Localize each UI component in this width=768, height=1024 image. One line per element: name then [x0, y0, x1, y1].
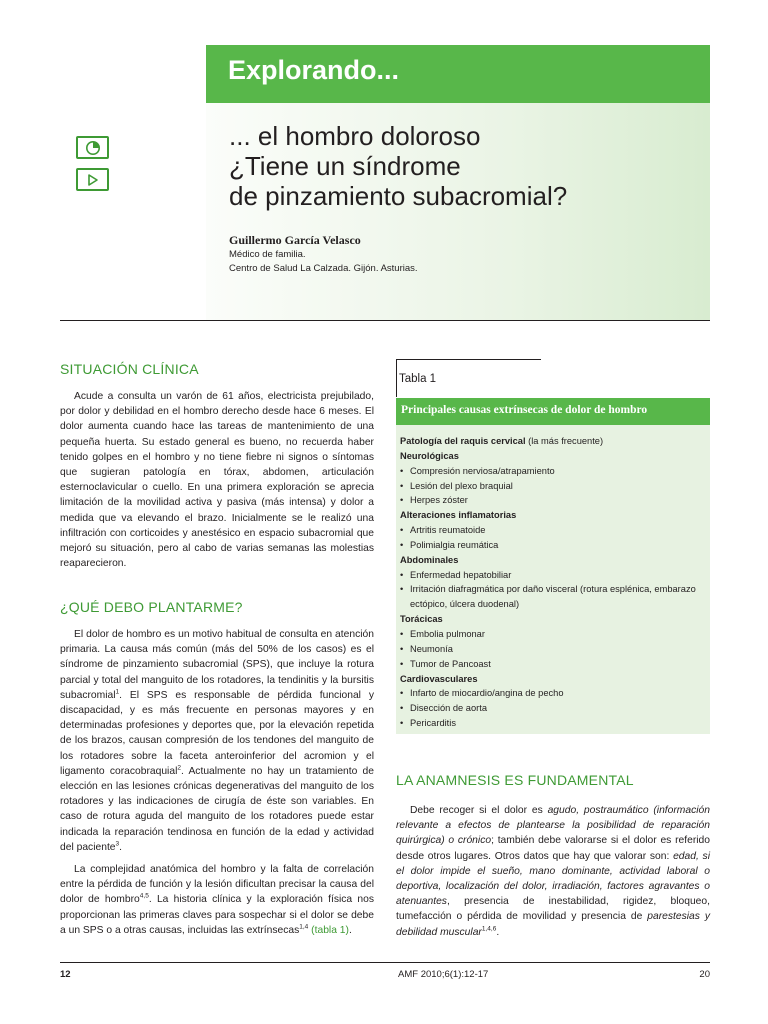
- table-reference-link[interactable]: (tabla 1): [311, 924, 349, 936]
- item-text: Infarto de miocardio/angina de pecho: [410, 688, 564, 699]
- citation-sup: 1,4,6: [481, 925, 497, 933]
- paragraph-anamnesis: [396, 803, 710, 940]
- table-item: [400, 627, 706, 642]
- item-text: Lesión del plexo braquial: [410, 480, 513, 491]
- section-heading-que-debo: ¿QUÉ DEBO PLANTARME?: [60, 599, 243, 615]
- table-item: [400, 582, 706, 612]
- paragraph-text: , presencia de inestabilidad, rigidez, bloqueo, tumefacción o pérdida de movilidad y presencia de: [396, 896, 710, 923]
- table-category: [400, 553, 706, 568]
- item-text: Irritación diafragmática por daño visceral (rotura esplénica, embarazo ectópico, úlcera duodenal): [410, 584, 696, 610]
- paragraph-text: Acude a consulta un varón de 61 años, electricista prejubilado, por dolor y debilidad en el hombro derecho desde hace 6 meses. El dolor aumenta cuando hace las tareas de mantenimiento de una pequeña huerta. Su estado general es bueno, no recuerda haber tenido golpes en el hombro y no tiene fiebre ni signos o síntomas que sugieran patología en tórax, abdomen, articulación esternoclavicular o cuello. En una primera exploración se aprecia limitación de la movilidad activa y pasiva (más intensa) y dolor a medida que va elevando el brazo. Inicialmente se le realizó una infiltración con corticoides y anestésico en espacio subacromial que mejoró su situación, pero al cabo de varias semanas las molestias reaparecieron.: [60, 391, 374, 570]
- paragraph-text: . Actualmente no hay un tratamiento de elección en las lesiones crónicas degenerativas del manguito de los rotadores y las indicaciones de cirugía de éste son variables. En caso de rotura aguda del manguito de los rotadores puede estar indicada la reparación tendinosa en función de la edad y actividad del paciente: [60, 765, 374, 853]
- table-item: [400, 657, 706, 672]
- category-label: Torácicas: [400, 614, 443, 625]
- paragraph-situacion: [60, 389, 374, 571]
- item-text: Enfermedad hepatobiliar: [410, 569, 512, 580]
- table-category: [400, 612, 706, 627]
- citation-sup: 2: [177, 764, 181, 772]
- section-heading-anamnesis: LA ANAMNESIS ES FUNDAMENTAL: [396, 772, 634, 788]
- category-note: (la más frecuente): [525, 436, 604, 446]
- table-item: [400, 716, 706, 731]
- section-banner: [206, 45, 710, 103]
- item-text: Embolia pulmonar: [410, 628, 485, 639]
- table-category: [400, 672, 706, 687]
- item-text: Herpes zóster: [410, 495, 468, 506]
- table-side-rule: [396, 359, 397, 397]
- banner-title: Explorando...: [228, 55, 400, 85]
- table-item: [400, 523, 706, 538]
- table-item: [400, 642, 706, 657]
- table-item: [400, 701, 706, 716]
- paragraph-text: .: [496, 926, 500, 938]
- table-item: [400, 464, 706, 479]
- title-line: de pinzamiento subacromial?: [229, 181, 568, 211]
- table-title: Principales causas extrínsecas de dolor de hombro: [396, 398, 710, 425]
- footer-divider: [60, 962, 710, 963]
- item-text: Polimialgia reumática: [410, 539, 499, 550]
- paragraph-text: . El SPS es responsable de pérdida funcional y discapacidad, y es más frecuente en personas mayores y en determinadas profesiones y deportes que, por la elevación repetida de los brazos, causan compresión de los tendones del manguito de los rotadores sobre la faceta anteroinferior del acromion y el ligamento coracobraquial: [60, 689, 374, 777]
- paragraph-text: ; también debe valorarse si el dolor es referido desde otros lugares. Otros datos que hay que valorar son:: [396, 835, 710, 862]
- item-text: Neumonía: [410, 643, 453, 654]
- item-text: Tumor de Pancoast: [410, 658, 491, 669]
- category-label: Abdominales: [400, 554, 459, 565]
- affiliation-line: Médico de familia.: [229, 249, 306, 260]
- bullet-icon: •: [400, 569, 404, 580]
- section-heading-situacion: SITUACIÓN CLÍNICA: [60, 361, 199, 377]
- item-text: Disección de aorta: [410, 703, 487, 714]
- article-title: [229, 121, 699, 211]
- bullet-icon: •: [400, 643, 404, 654]
- bullet-icon: •: [400, 718, 404, 729]
- table-item: [400, 479, 706, 494]
- table-item: [400, 686, 706, 701]
- table-category: [400, 449, 706, 464]
- table-body: [396, 425, 710, 734]
- paragraph-text: La complejidad anatómica del hombro y la falta de correlación entre la pérdida de función y la lesión dificultan precisar la causa del dolor de hombro: [60, 864, 374, 906]
- citation-sup: 1: [115, 688, 120, 696]
- category-label: Cardiovasculares: [400, 673, 478, 684]
- table-top-rule: [396, 359, 541, 360]
- header-divider: [60, 320, 710, 321]
- category-label: Alteraciones inflamatorias: [400, 510, 517, 521]
- bullet-icon: •: [400, 525, 404, 536]
- bullet-icon: •: [400, 480, 404, 491]
- paragraph-text: . La historia clínica y la exploración física nos proporcionan las primeras claves para sospechar si el dolor se debe a un SPS o a otras causas, incluidas las extrínsecas: [60, 894, 375, 936]
- category-label: Neurológicas: [400, 450, 459, 461]
- category-label: Patología del raquis cervical: [400, 436, 526, 446]
- citation-sup: 3: [115, 840, 120, 848]
- journal-citation: AMF 2010;6(1):12-17: [398, 969, 489, 980]
- page-number-right: 20: [699, 969, 710, 980]
- citation-sup: 1,4: [299, 923, 309, 931]
- bullet-icon: •: [400, 688, 404, 699]
- table-item: [400, 493, 706, 508]
- citation-sup: 4,5: [139, 892, 149, 900]
- table-category: [400, 434, 706, 449]
- author-name: Guillermo García Velasco: [229, 233, 361, 247]
- table-item: [400, 538, 706, 553]
- paragraph-text: .: [119, 841, 123, 853]
- paragraph-que-debo-2: [60, 862, 374, 938]
- table-item: [400, 568, 706, 583]
- bullet-icon: •: [400, 628, 404, 639]
- bullet-icon: •: [400, 703, 404, 714]
- paragraph-text: .: [348, 924, 352, 936]
- table-label: Tabla 1: [399, 373, 437, 385]
- page-number-left: 12: [60, 969, 71, 980]
- bullet-icon: •: [400, 495, 404, 506]
- bullet-icon: •: [400, 658, 404, 669]
- italic-text: edad, si el dolor impide el sueño, mano dominante, actividad laboral o deportiva, localización del dolor, irradiación, factores agravantes o atenuantes: [396, 850, 710, 908]
- table-category: [400, 508, 706, 523]
- play-icon: [76, 168, 109, 191]
- item-text: Pericarditis: [410, 718, 456, 729]
- bullet-icon: •: [400, 465, 404, 476]
- bullet-icon: •: [400, 539, 404, 550]
- title-line: ... el hombro doloroso: [229, 121, 481, 151]
- paragraph-text: Debe recoger si el dolor es: [410, 805, 548, 816]
- italic-text: parestesias y debilidad muscular: [396, 911, 710, 938]
- item-text: Compresión nerviosa/atrapamiento: [410, 465, 555, 476]
- affiliation-line: Centro de Salud La Calzada. Gijón. Asturias.: [229, 263, 418, 274]
- paragraph-que-debo-1: [60, 627, 374, 855]
- italic-text: agudo, postraumático (información relevante a efectos de plantearse la posibilidad de reparación quirúrgica) o crónico: [396, 805, 711, 847]
- clock-icon: [76, 136, 109, 159]
- item-text: Artritis reumatoide: [410, 525, 486, 536]
- paragraph-text: El dolor de hombro es un motivo habitual de consulta en atención primaria. La causa más común (más del 50% de los casos) es el síndrome de pinzamiento subacromial (SPS), que incluye la rotura parcial y total del manguito de los rotadores, la tendinitis y la bursitis subacromial: [60, 629, 374, 701]
- bullet-icon: •: [400, 584, 404, 595]
- title-line: ¿Tiene un síndrome: [229, 151, 461, 181]
